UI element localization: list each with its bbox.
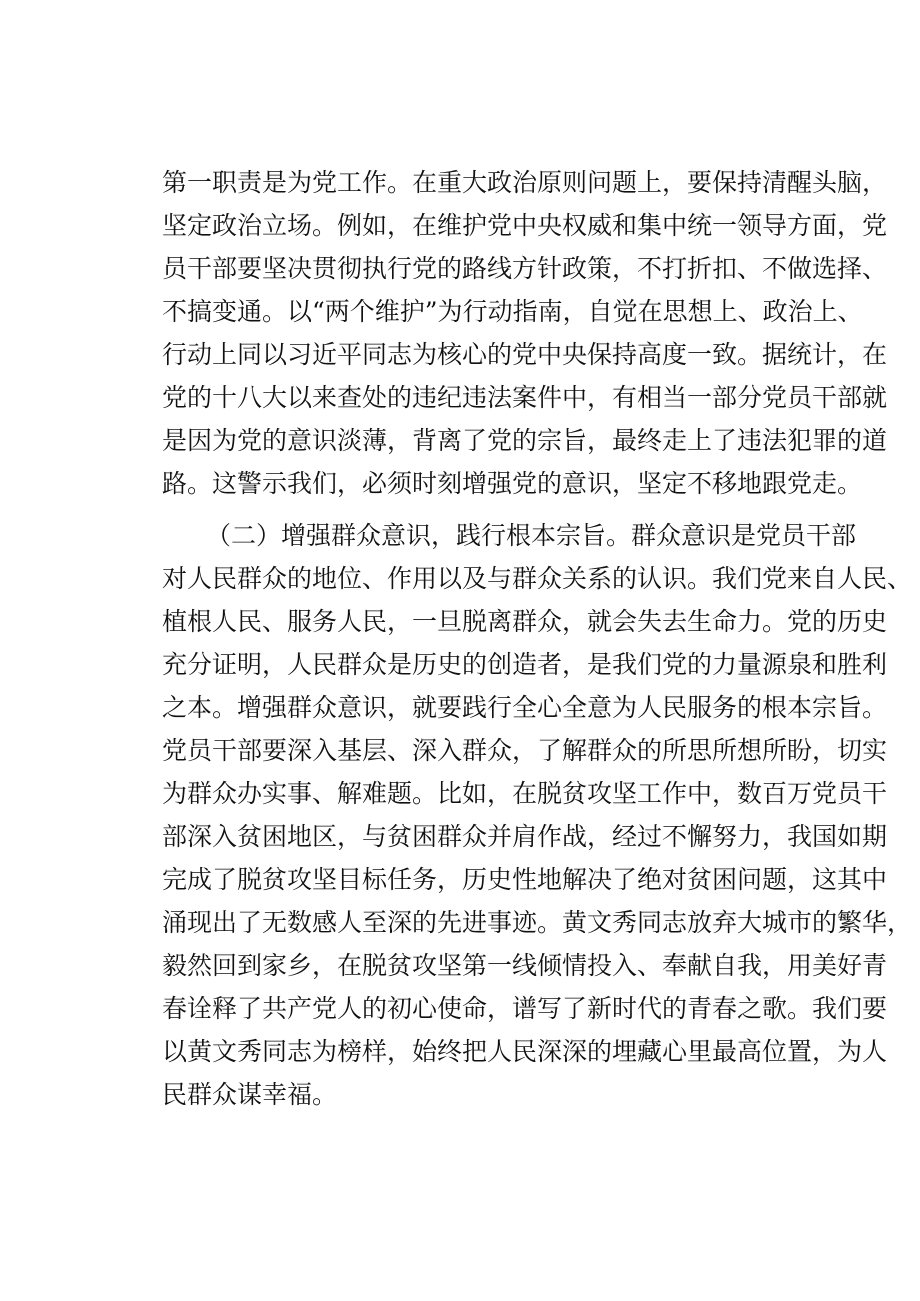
paragraph-1-line-4: 不搞变通。以“两个维护”为行动指南，自觉在思想上、政治上、 bbox=[162, 297, 863, 326]
paragraph-1-line-1: 第一职责是为党工作。在重大政治原则问题上，要保持清醒头脑， bbox=[162, 168, 888, 197]
paragraph-1-line-3: 员干部要坚决贯彻执行党的路线方针政策，不打折扣、不做选择、 bbox=[162, 254, 888, 283]
paragraph-2-line-6: 党员干部要深入基层、深入群众，了解群众的所思所想所盼，切实 bbox=[162, 736, 888, 765]
paragraph-2-line-3: 植根人民、服务人民，一旦脱离群众，就会失去生命力。党的历史 bbox=[162, 607, 888, 636]
paragraph-2-line-9: 完成了脱贫攻坚目标任务，历史性地解决了绝对贫困问题，这其中 bbox=[162, 865, 888, 894]
paragraph-2-line-14: 民群众谋幸福。 bbox=[162, 1080, 338, 1109]
paragraph-1-line-8: 路。这警示我们，必须时刻增强党的意识，坚定不移地跟党走。 bbox=[162, 469, 863, 498]
paragraph-2-line-4: 充分证明，人民群众是历史的创造者，是我们党的力量源泉和胜利 bbox=[162, 650, 888, 679]
paragraph-1-line-2: 坚定政治立场。例如，在维护党中央权威和集中统一领导方面，党 bbox=[162, 211, 888, 240]
paragraph-1-line-5: 行动上同以习近平同志为核心的党中央保持高度一致。据统计，在 bbox=[162, 340, 888, 369]
paragraph-2-line-7: 为群众办实事、解难题。比如，在脱贫攻坚工作中，数百万党员干 bbox=[162, 779, 888, 808]
paragraph-2-line-1: （二）增强群众意识，践行根本宗旨。群众意识是党员干部 bbox=[206, 521, 857, 550]
paragraph-1-line-6: 党的十八大以来查处的违纪违法案件中，有相当一部分党员干部就 bbox=[162, 383, 888, 412]
paragraph-2-line-5: 之本。增强群众意识，就要践行全心全意为人民服务的根本宗旨。 bbox=[162, 693, 888, 722]
paragraph-2-line-10: 涌现出了无数感人至深的先进事迹。黄文秀同志放弃大城市的繁华， bbox=[162, 908, 913, 937]
paragraph-2-line-12: 春诠释了共产党人的初心使命，谱写了新时代的青春之歌。我们要 bbox=[162, 994, 888, 1023]
paragraph-2-line-11: 毅然回到家乡，在脱贫攻坚第一线倾情投入、奉献自我，用美好青 bbox=[162, 951, 888, 980]
paragraph-1-line-7: 是因为党的意识淡薄，背离了党的宗旨，最终走上了违法犯罪的道 bbox=[162, 426, 888, 455]
paragraph-2-line-2: 对人民群众的地位、作用以及与群众关系的认识。我们党来自人民、 bbox=[162, 564, 913, 593]
paragraph-2-line-8: 部深入贫困地区，与贫困群众并肩作战，经过不懈努力，我国如期 bbox=[162, 822, 888, 851]
paragraph-2-line-13: 以黄文秀同志为榜样，始终把人民深深的埋藏心里最高位置，为人 bbox=[162, 1037, 888, 1066]
